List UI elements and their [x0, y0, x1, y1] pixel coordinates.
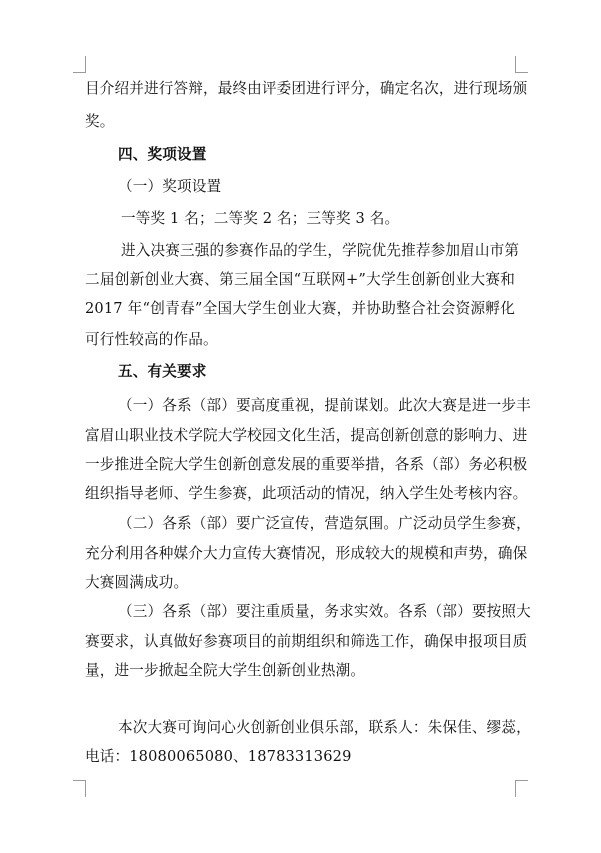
- phone-line: 电话：18080065080、18783313629: [85, 748, 352, 765]
- award-counts-line: 一等奖 1 名；二等奖 2 名；三等奖 3 名。: [121, 210, 400, 227]
- bottom-right-margin-mark: [515, 780, 528, 797]
- paragraph-line: 一步推进全院大学生创新创意发展的重要举措，各系（部）务必积极: [85, 456, 528, 473]
- section-heading-awards: 四、奖项设置: [118, 146, 207, 163]
- paragraph-line: 量，进一步掀起全院大学生创新创业热潮。: [85, 662, 366, 679]
- section-heading-requirements: 五、有关要求: [118, 363, 207, 380]
- paragraph-line: 组织指导老师、学生参赛，此项活动的情况，纳入学生处考核内容。: [85, 485, 528, 502]
- paragraph-line: 奖。: [85, 113, 115, 130]
- paragraph-line: 二届创新创业大赛、第三届全国“互联网+”大学生创新创业大赛和: [85, 271, 515, 288]
- paragraph-line: 富眉山职业技术学院大学校园文化生活，提高创新创意的影响力、进: [85, 427, 528, 444]
- paragraph-line: （一）各系（部）要高度重视，提前谋划。此次大赛是进一步丰: [118, 397, 531, 414]
- top-right-margin-mark: [515, 56, 528, 73]
- paragraph-line: 2017 年“创青春”全国大学生创业大赛，并协助整合社会资源孵化: [85, 300, 515, 317]
- paragraph-line: 大赛圆满成功。: [85, 574, 189, 591]
- paragraph-line: （二）各系（部）要广泛宣传，营造氛围。广泛动员学生参赛，: [118, 515, 531, 532]
- top-left-margin-mark: [73, 56, 86, 73]
- paragraph-line: 充分利用各种媒介大力宣传大赛情况，形成较大的规模和声势，确保: [85, 545, 528, 562]
- paragraph-line: 进入决赛三强的参赛作品的学生，学院优先推荐参加眉山市第: [121, 242, 520, 259]
- paragraph-line: （三）各系（部）要注重质量，务求实效。各系（部）要按照大: [118, 603, 531, 620]
- paragraph-line: 目介绍并进行答辩，最终由评委团进行评分，确定名次，进行现场颁: [85, 80, 528, 97]
- contact-line: 本次大赛可询问心火创新创业俱乐部，联系人：朱保佳、缪蕊，: [118, 719, 531, 736]
- bottom-left-margin-mark: [73, 780, 86, 797]
- paragraph-line: 可行性较高的作品。: [85, 331, 218, 348]
- paragraph-line: 赛要求，认真做好参赛项目的前期组织和筛选工作，确保申报项目质: [85, 633, 528, 650]
- subsection-heading-awards: （一）奖项设置: [118, 178, 222, 195]
